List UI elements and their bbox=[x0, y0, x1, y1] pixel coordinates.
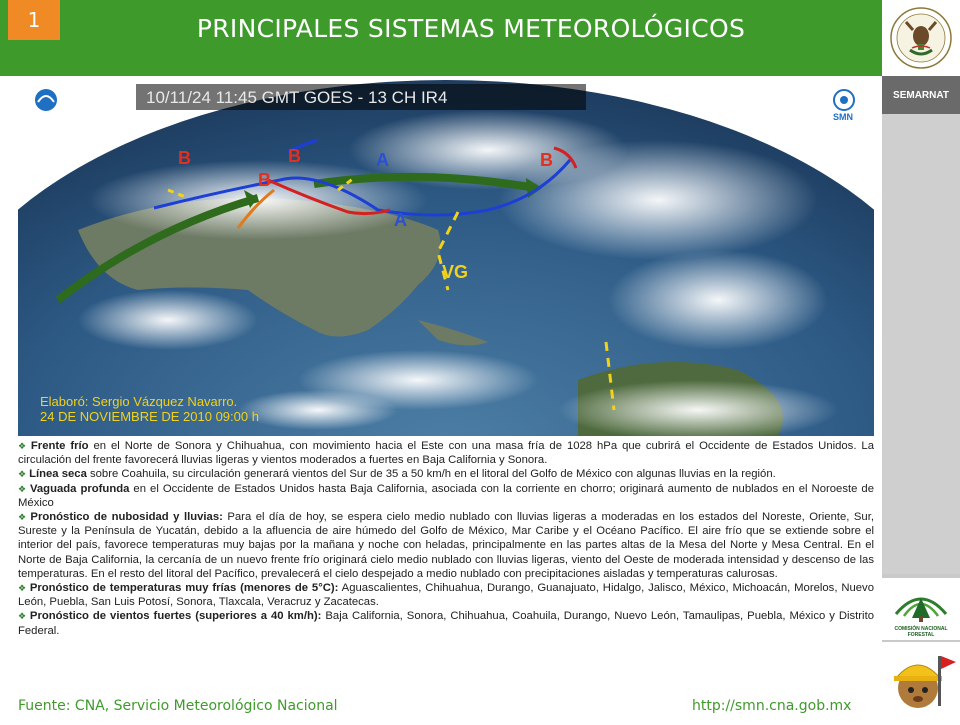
bulletin-body: Baja California, Sonora, Chihuahua, Coahuila, Durango, Nuevo León, Tamaulipas, Puebla, México y Distrito Federal. bbox=[18, 610, 874, 637]
bulletin-item bbox=[18, 467, 874, 481]
header-bar bbox=[0, 0, 882, 76]
satellite-image bbox=[18, 80, 874, 436]
conafor-icon bbox=[882, 578, 960, 626]
low-pressure-label: B bbox=[258, 170, 271, 190]
bulletin-item bbox=[18, 510, 874, 581]
page-number: 1 bbox=[8, 0, 60, 40]
conafor-logo bbox=[882, 578, 960, 640]
bulletin-body: en el Occidente de Estados Unidos hasta Baja California, asociada con la corriente en chorro; originará aumento de nublados en el Noroeste de México bbox=[18, 482, 874, 509]
mexico-coat-of-arms bbox=[882, 0, 960, 76]
bulletin-item bbox=[18, 439, 874, 467]
bullet-icon: ❖ bbox=[18, 469, 27, 480]
source-credit: Fuente: CNA, Servicio Meteorológico Nacional bbox=[18, 698, 338, 714]
bulletin-lead: Vaguada profunda bbox=[29, 482, 130, 495]
bulletin-item bbox=[18, 482, 874, 510]
bullet-icon: ❖ bbox=[18, 512, 28, 523]
bulletin-lead: Línea seca bbox=[29, 468, 87, 481]
bulletin-body: en el Norte de Sonora y Chihuahua, con movimiento hacia el Este con una masa fría de 1028 hPa que cubrirá el Occidente de Estados Unidos. La circulación del frente favorecerá lluvias ligeras y vientos moderados a fuertes en Baja California y Sonora. bbox=[18, 440, 874, 467]
satellite-map bbox=[18, 80, 874, 436]
sidebar-panel bbox=[882, 114, 960, 574]
bulletin-lead: Pronóstico de temperaturas muy frías (menores de 5°C): bbox=[29, 582, 339, 595]
satellite-caption: 10/11/24 11:45 GMT GOES - 13 CH IR4 bbox=[146, 88, 448, 107]
conagua-label: CONAGUA bbox=[26, 113, 67, 122]
bulletin-lead: Frente frío bbox=[30, 440, 89, 452]
mascot-icon bbox=[882, 642, 960, 720]
bullet-icon: ❖ bbox=[18, 611, 27, 622]
bulletin-item bbox=[18, 609, 874, 637]
website-url[interactable]: http://smn.cna.gob.mx bbox=[692, 698, 852, 714]
smn-logo bbox=[833, 90, 854, 122]
trough-label: VG bbox=[442, 262, 469, 282]
low-pressure-label: B bbox=[288, 146, 301, 166]
bulletin-item bbox=[18, 581, 874, 609]
bulletin-lead: Pronóstico de nubosidad y lluvias: bbox=[30, 511, 223, 524]
low-pressure-label: B bbox=[540, 150, 553, 170]
coat-of-arms-icon bbox=[882, 0, 960, 76]
high-pressure-label: A bbox=[376, 150, 389, 170]
mascot-image bbox=[882, 642, 960, 720]
bulletin-lead: Pronóstico de vientos fuertes (superiores a 40 km/h): bbox=[29, 610, 322, 623]
bulletin-text bbox=[18, 439, 874, 695]
semarnat-label: SEMARNAT bbox=[882, 76, 960, 114]
bulletin-body: Aguascalientes, Chihuahua, Durango, Guanajuato, Hidalgo, Jalisco, México, Michoacán, Morelos, Nuevo León, Puebla, San Luis Potosí, Sonora, Tlaxcala, Veracruz y Zacatecas. bbox=[18, 582, 874, 609]
bullet-icon: ❖ bbox=[18, 441, 28, 451]
date-line: 24 DE NOVIEMBRE DE 2010 09:00 h bbox=[40, 409, 259, 424]
page-title: PRINCIPALES SISTEMAS METEOROLÓGICOS bbox=[196, 14, 746, 43]
bulletin-body: Para el día de hoy, se espera cielo medio nublado con lluvias ligeras a moderadas en los estados del Noreste, Oriente, Sur, Sureste y la Península de Yucatán, debido a la afluencia de aire húmedo del Golfo de México, Mar Caribe y el Océano Pacífico. El aire frío que se extiende sobre el interior del país, favorece temperaturas muy bajas por la mañana y noche con heladas, principalmente en las partes altas de la Mesa del Norte y Mesa Central. En el Norte de Baja California, la cercanía de un nuevo frente frío originará cielo medio nublado con lluvias ligeras, viento del Oeste de moderada intensidad y descenso de las temperaturas. En el resto del litoral del Pacífico, prevalecerá el cielo despejado a medio nublado con precipitaciones aisladas y temperaturas calurosas. bbox=[18, 511, 874, 580]
author-line: Elaboró: Sergio Vázquez Navarro. bbox=[40, 394, 238, 409]
bullet-icon: ❖ bbox=[18, 483, 27, 494]
bulletin-body: sobre Coahuila, su circulación generará vientos del Sur de 35 a 50 km/h en el litoral del Golfo de México con algunas lluvias en la región. bbox=[86, 468, 776, 481]
smn-label: SMN bbox=[833, 112, 853, 122]
high-pressure-label: A bbox=[394, 210, 407, 230]
low-pressure-label: B bbox=[178, 148, 191, 168]
conafor-label: COMISIÓN NACIONAL FORESTAL bbox=[894, 626, 948, 638]
bullet-icon: ❖ bbox=[18, 583, 27, 594]
sidebar bbox=[882, 0, 960, 720]
